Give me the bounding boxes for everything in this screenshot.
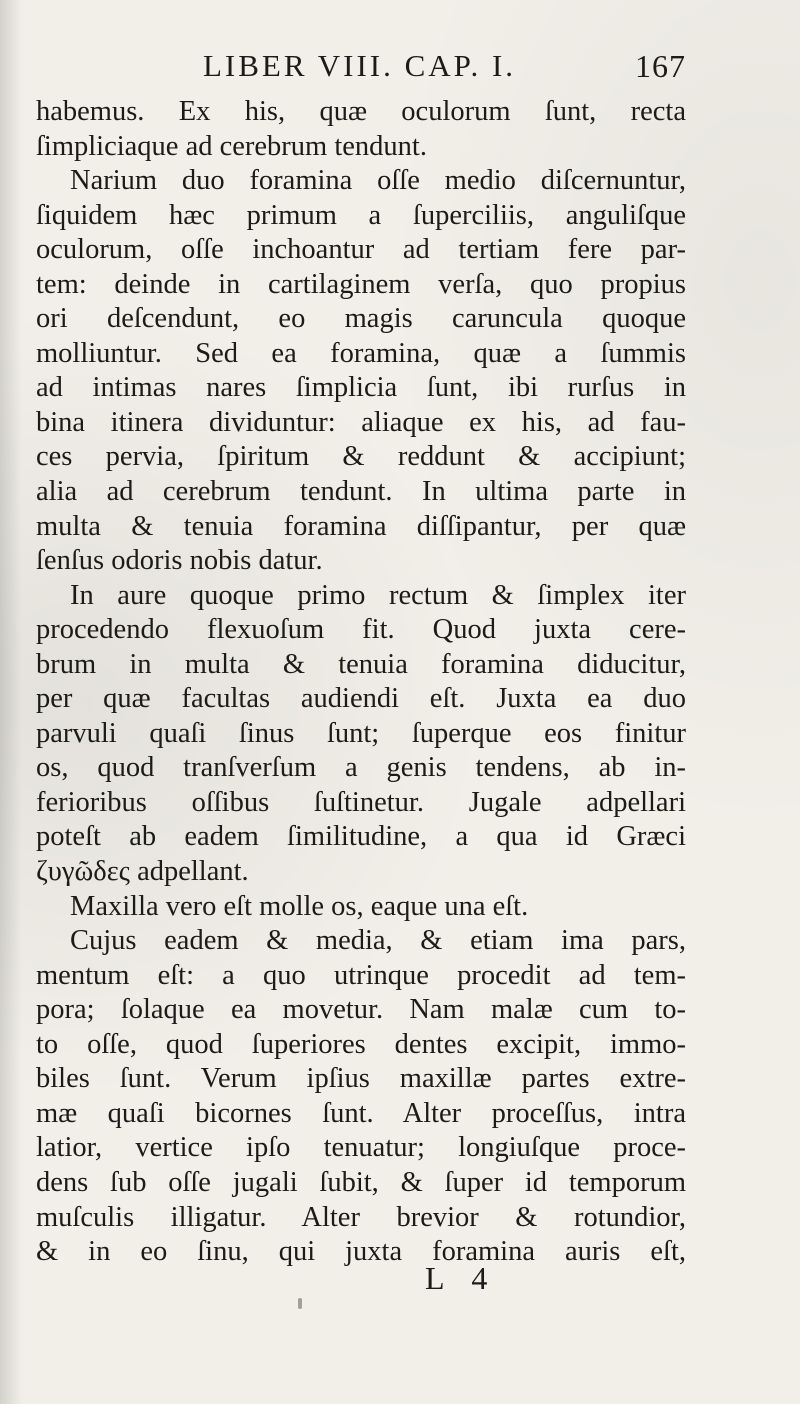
- binding-shadow: [0, 0, 22, 1404]
- text-line: to oſſe, quod ſuperiores dentes excipit, immo-: [36, 1028, 686, 1060]
- text-line: alia ad cerebrum tendunt. In ultima parte in: [36, 476, 686, 508]
- text-line: Cujus eadem & media, & etiam ima pars,: [70, 925, 686, 957]
- page-number: 167: [635, 48, 686, 84]
- text-line: habemus. Ex his, quæ oculorum ſunt, recta: [36, 96, 686, 127]
- text-line: mæ quaſi bicornes ſunt. Alter proceſſus, intra: [36, 1097, 686, 1129]
- text-line: ſiquidem hæc primum a ſuperciliis, anguliſque: [36, 199, 686, 231]
- text-line: & in eo ſinu, qui juxta foramina auris eſt,: [36, 1236, 686, 1268]
- text-line: tem: deinde in cartilaginem verſa, quo propius: [36, 268, 686, 300]
- text-line: oculorum, oſſe inchoantur ad tertiam fere par-: [36, 234, 686, 266]
- text-line: ferioribus oſſibus ſuſtinetur. Jugale adpellari: [36, 786, 686, 818]
- text-line: poteſt ab eadem ſimilitudine, a qua id Græci: [36, 821, 686, 853]
- text-line: ces pervia, ſpiritum & reddunt & accipiunt;: [36, 441, 686, 473]
- text-line: latior, vertice ipſo tenuatur; longiuſque proce-: [36, 1132, 686, 1164]
- text-line: brum in multa & tenuia foramina diducitur,: [36, 648, 686, 680]
- text-line: pora; ſolaque ea movetur. Nam malæ cum to-: [36, 994, 686, 1026]
- text-line: dens ſub oſſe jugali ſubit, & ſuper id temporum: [36, 1166, 686, 1198]
- running-head: LIBER VIII. CAP. I.: [203, 48, 517, 83]
- text-line: ſenſus odoris nobis datur.: [36, 545, 323, 577]
- text-line: mentum eſt: a quo utrinque procedit ad tem-: [36, 959, 686, 991]
- text-line: ori deſcendunt, eo magis caruncula quoque: [36, 303, 686, 335]
- text-line: ſimpliciaque ad cerebrum tendunt.: [36, 130, 427, 162]
- text-line: molliuntur. Sed ea foramina, quæ a ſummis: [36, 337, 686, 369]
- text-line: ad intimas nares ſimplicia ſunt, ibi rurſus in: [36, 372, 686, 404]
- text-line: Narium duo foramina oſſe medio diſcernuntur,: [70, 165, 686, 197]
- text-line: ζυγῶδες adpellant.: [36, 856, 249, 888]
- text-line: os, quod tranſverſum a genis tendens, ab in-: [36, 752, 686, 784]
- text-line: biles ſunt. Verum ipſius maxillæ partes extre-: [36, 1063, 686, 1095]
- page-header: [36, 48, 686, 88]
- text-line: Maxilla vero eſt molle os, eaque una eſt.: [70, 890, 529, 922]
- text-line: bina itinera dividuntur: aliaque ex his, ad fau-: [36, 406, 686, 438]
- signature-mark: L 4: [425, 1260, 498, 1296]
- ink-speck: [298, 1298, 302, 1309]
- body-text: [36, 95, 686, 1270]
- text-line: muſculis illigatur. Alter brevior & rotundior,: [36, 1201, 686, 1233]
- text-line: parvuli quaſi ſinus ſunt; ſuperque eos finitur: [36, 717, 686, 749]
- text-line: per quæ facultas audiendi eſt. Juxta ea duo: [36, 683, 686, 715]
- text-line: procedendo flexuoſum fit. Quod juxta cere-: [36, 614, 686, 646]
- text-line: In aure quoque primo rectum & ſimplex iter: [70, 579, 686, 611]
- text-line: multa & tenuia foramina diſſipantur, per quæ: [36, 510, 686, 542]
